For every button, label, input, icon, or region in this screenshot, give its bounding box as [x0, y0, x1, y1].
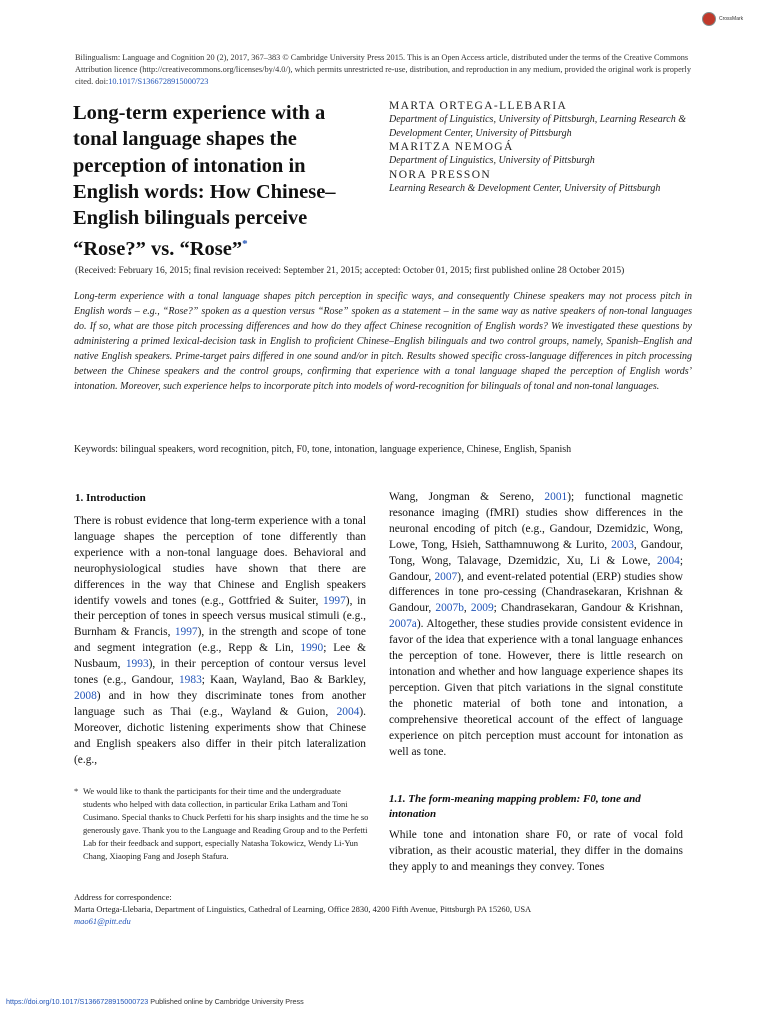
author-name: NORA PRESSON: [389, 168, 492, 181]
body-text-run: ; Kaan, Wayland, Bao & Barkley,: [201, 674, 367, 687]
body-text-run: ), in the strength and scope of tone and segment integration (e.g., Repp & Lin,: [74, 626, 366, 655]
author-affiliation: Learning Research & Development Center, University of Pittsburgh: [389, 182, 661, 194]
abstract: Long-term experience with a tonal language shapes pitch perception in specific ways, and consequently Chinese speakers may not process pitch in English words – e.g., “Rose?” spoken as a question versus “Rose” spoken as a statement – in the same way as native speakers of non-tonal languages do. If so, what are those pitch processing differences and how do they affect Chinese recognition of English words? We investigated these questions by administering a primed lexical-decision task in English to proficient Chinese–English bilinguals and two control groups, namely, Spanish–English and native English speakers. Prime-target pairs differed in one sound and/or in pitch. Results showed specific cross-language differences in pitch processing between the Chinese speakers and the control groups, confirming that experience with a tonal language shaped the perception of English words’ intonation. Moreover, such experience helps to incorporate pitch into models of word-recognition for bilinguals of tonal and non-tonal languages.: [74, 291, 692, 393]
article-title-text: Long-term experience with a tonal language shapes the perception of intonation in English words: How Chinese–English bilinguals perceive “Rose?” vs. “Rose”: [73, 102, 336, 261]
citation-year-link[interactable]: 2007a: [389, 618, 417, 631]
citation-year-link[interactable]: 2007b: [435, 602, 464, 615]
footer-doi-link[interactable]: https://doi.org/10.1017/S1366728915000723: [6, 997, 149, 1006]
body-text-run: ), and event-related potential (ERP) studies show differences in tone pro-cessing (Chandrasekaran, Krishnan & Gandour,: [389, 570, 683, 615]
subsection-heading: 1.1. The form-meaning mapping problem: F0, tone and intonation: [389, 793, 641, 820]
crossmark-icon: [702, 12, 716, 26]
received-dates: (Received: February 16, 2015; final revision received: September 21, 2015; accepted: October 01, 2015; first published online 28 October 2015): [75, 266, 625, 276]
body-text-run: ). Moreover, dichotic listening experiments show that Chinese and English speakers also differ in their pitch lateralization (e.g.,: [74, 705, 366, 766]
footer-publisher: Published online by Cambridge University Press: [148, 997, 304, 1006]
subsection-text: While tone and intonation share F0, or rate of vocal fold vibration, as their acoustic material, they differ in the domains they apply to and meanings they convey. Tones: [389, 829, 683, 873]
acknowledgement-footnote: [74, 785, 370, 862]
section-heading-introduction: 1. Introduction: [75, 492, 146, 504]
citation-year-link[interactable]: 2009: [470, 602, 494, 615]
correspondence-label: Address for correspondence:: [74, 892, 172, 902]
body-text-run: ) and in how they discriminate tones from another language such as Thai (e.g., Wayland & Guion,: [74, 689, 366, 718]
body-text-run: ; Gandour,: [389, 554, 683, 583]
citation-year-link[interactable]: 1997: [174, 626, 198, 639]
body-text-run: ,: [463, 602, 471, 615]
author-entry: [389, 140, 689, 168]
author-affiliation: Department of Linguistics, University of Pittsburgh: [389, 155, 595, 166]
citation-year-link[interactable]: 1990: [300, 642, 324, 655]
citation-year-link[interactable]: 1993: [125, 658, 149, 671]
page-footer: [6, 997, 606, 1006]
keywords: Keywords: bilingual speakers, word recognition, pitch, F0, tone, intonation, language experience, Chinese, English, Spanish: [74, 444, 572, 455]
footnote-mark: *: [74, 786, 79, 796]
body-text-run: , Gandour, Tong, Wong, Talavage, Dzemidzic, Xu, Li & Lowe,: [389, 538, 683, 567]
citation-year-link[interactable]: 1983: [178, 674, 202, 687]
body-text-run: Wang, Jongman & Sereno,: [389, 491, 545, 503]
body-text-run: ). Altogether, these studies provide consistent evidence in favor of the idea that experience with a tonal language enhances the perception of tone. However, there is little research on intonation and whether and how language experience shapes its perception. Given that pitch variations in the signal constitute the phonetic material of both tone and intonation, a comprehensive theoretical account of the effect of language experience on pitch perception must account for intonation as well as tone.: [389, 618, 683, 758]
license-doi-link[interactable]: 10.1017/S1366728915000723: [108, 77, 209, 86]
citation-year-link[interactable]: 2008: [74, 689, 97, 702]
author-entry: [389, 168, 689, 196]
body-column-left: [74, 514, 366, 769]
body-text-run: ; Lee & Nusbaum,: [74, 642, 366, 671]
citation-year-link[interactable]: 1997: [323, 594, 346, 607]
correspondence-block: [74, 891, 694, 927]
article-title: [73, 100, 373, 263]
author-entry: [389, 99, 689, 140]
body-text-run: ), in their perception of contour versus level tones (e.g., Gandour,: [74, 658, 367, 687]
correspondence-address: Marta Ortega-Llebaria, Department of Linguistics, Cathedral of Learning, Office 2830, 4200 Fifth Avenue, Pittsburgh PA 15260, USA: [74, 904, 532, 914]
license-notice: [75, 52, 695, 88]
body-text-run: There is robust evidence that long-term experience with a tonal language shapes the perception of tone differently than experience with a non-tonal language does. Behavioral and neurophysiological studies have shown that there are differences in the way that Chinese and English speakers identify vowels and tones (e.g., Gottfried & Suiter,: [74, 515, 366, 607]
author-affiliation: Department of Linguistics, University of Pittsburgh, Learning Research & Development Center, University of Pittsburgh: [389, 114, 687, 139]
title-footnote-mark[interactable]: *: [242, 238, 248, 251]
citation-year-link[interactable]: 2004: [657, 554, 680, 567]
body-column-right: [389, 490, 683, 760]
footnote-text: We would like to thank the participants for their time and the undergraduate students who helped with data collection, in particular Erika Latham and Toni Cusimano. Special thanks to Chuck Perfetti for his sharp insights and the time he so generously gave. Thank you to the Language and Reading Group and to the Perfetti Lab for their feedback and support, especially Natasha Tokowicz, Wendy Li-Yun Chang, Xiaoping Fang and Joseph Stafura.: [83, 786, 369, 861]
correspondence-email-link[interactable]: mao61@pitt.edu: [74, 916, 131, 926]
author-name: MARTA ORTEGA-LLEBARIA: [389, 100, 568, 112]
crossmark-badge[interactable]: [702, 11, 748, 27]
crossmark-label: CrossMark: [719, 16, 744, 22]
body-text-run: ; Chandrasekaran, Gandour & Krishnan,: [493, 602, 683, 615]
license-text: Bilingualism: Language and Cognition 20 (2), 2017, 367–383 © Cambridge University Press 2015. This is an Open Access article, distributed under the terms of the Creative Commons Attribution licence (http://creativecommons.org/licenses/by/4.0/), which permits unrestricted re-use, distribution, and reproduction in any medium, provided the original work is properly cited. doi:: [75, 53, 691, 86]
citation-year-link[interactable]: 2007: [434, 570, 458, 583]
author-name: MARITZA NEMOGÁ: [389, 141, 514, 153]
citation-year-link[interactable]: 2001: [544, 491, 568, 503]
citation-year-link[interactable]: 2003: [611, 538, 634, 551]
author-block: [389, 99, 689, 195]
body-text-run: ), in their perception of tones in speech versus musical stimuli (e.g., Burnham & Francis,: [74, 594, 366, 639]
body-text-run: ); functional magnetic resonance imaging (fMRI) studies show differences in the neuronal encoding of pitch (e.g., Gandour, Dzemidzic, Wong, Lowe, Tong, Hsieh, Satthamnuwong & Lurito,: [389, 491, 683, 551]
citation-year-link[interactable]: 2004: [336, 705, 360, 718]
